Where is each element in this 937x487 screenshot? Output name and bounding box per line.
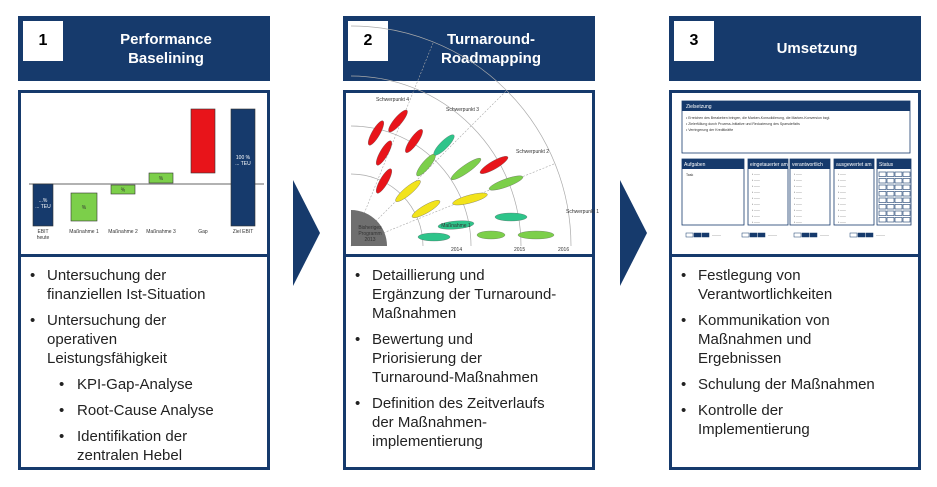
- row-dot: • ——: [752, 208, 760, 212]
- status-cell: [879, 198, 886, 203]
- bullet-item: • Root-Cause Analyse: [21, 401, 263, 420]
- legend-text: ———: [768, 233, 777, 237]
- phase-number: 3: [674, 21, 714, 61]
- bar-value-label: ...% ... TEU: [35, 198, 51, 210]
- year-label: 2016: [558, 247, 570, 253]
- status-cell: [903, 218, 910, 223]
- row-dot: • ——: [838, 220, 846, 224]
- umsetzung-thumbnail: [669, 90, 921, 257]
- bullet-item: • Untersuchung der finanziellen Ist-Situation: [21, 266, 263, 304]
- legend-swatch: [742, 233, 749, 237]
- row-dot: • ——: [752, 172, 760, 176]
- bullet-item: • Detaillierung und Ergänzung der Turnaround- Maßnahmen: [346, 266, 588, 323]
- row-dot: • ——: [794, 178, 802, 182]
- legend-swatch: [802, 233, 809, 237]
- measure-ellipse: [518, 231, 554, 239]
- bullet-item: • Kontrolle der Implementierung: [672, 401, 914, 439]
- objective-line: • Erreichen des Breakeben bringen, die Marken-Konsolidierung, die Marken-Konversion bzgl.: [686, 116, 831, 120]
- waterfall-chart: [21, 93, 267, 254]
- legend-swatch: [794, 233, 801, 237]
- status-cell: [887, 211, 894, 216]
- legend-swatch: [850, 233, 857, 237]
- task-entry: Task: [686, 173, 694, 177]
- status-cell: [887, 192, 894, 197]
- status-cell: [887, 185, 894, 190]
- row-dot: • ——: [794, 214, 802, 218]
- legend-swatch: [758, 233, 765, 237]
- legend-swatch: [694, 233, 701, 237]
- bar-value-label: 100 % ... TEU: [235, 155, 251, 167]
- status-cell: [887, 198, 894, 203]
- status-cell: [879, 179, 886, 184]
- measure-ellipse: [414, 152, 438, 179]
- row-dot: • ——: [838, 196, 846, 200]
- bullet-list: [346, 266, 588, 451]
- legend-swatch: [686, 233, 693, 237]
- bullet-list: [21, 266, 263, 465]
- row-dot: • ——: [838, 214, 846, 218]
- legend-text: ———: [820, 233, 829, 237]
- status-cell: [887, 218, 894, 223]
- objective-header: [682, 101, 910, 111]
- legend-text: ———: [876, 233, 885, 237]
- phase-2-bullets: [343, 254, 595, 470]
- legend-swatch: [866, 233, 873, 237]
- waterfall-thumbnail: [18, 90, 270, 257]
- column-label: verantwortlich: [792, 162, 823, 168]
- status-cell: [895, 185, 902, 190]
- status-cell: [903, 198, 910, 203]
- legend-swatch: [702, 233, 709, 237]
- corner-label: Bisheriges Programm 2013: [358, 225, 382, 243]
- schwerpunkt-label: Schwerpunkt 4: [376, 97, 410, 103]
- measure-label: Maßnahme 1: [441, 223, 471, 229]
- bar-gap: [191, 109, 215, 173]
- legend-swatch: [810, 233, 817, 237]
- bullet-item: • Identifikation der zentralen Hebel: [21, 427, 263, 465]
- bullet-list: [672, 266, 914, 439]
- phase-3-bullets: [669, 254, 921, 470]
- row-dot: • ——: [752, 178, 760, 182]
- measure-ellipse: [449, 155, 483, 182]
- row-dot: • ——: [794, 190, 802, 194]
- bar-value-label: %: [158, 176, 164, 182]
- row-dot: • ——: [838, 172, 846, 176]
- year-label: 2014: [451, 247, 463, 253]
- phase-title: Turnaround- Roadmapping: [441, 30, 541, 67]
- measure-ellipse: [478, 154, 510, 177]
- roadmap-chart: [346, 93, 600, 254]
- phase-3-header: [669, 16, 921, 81]
- column-label: Status: [879, 162, 894, 168]
- row-dot: • ——: [838, 190, 846, 194]
- row-dot: • ——: [752, 202, 760, 206]
- status-cell: [895, 211, 902, 216]
- status-cell: [895, 205, 902, 210]
- status-cell: [879, 185, 886, 190]
- row-dot: • ——: [794, 202, 802, 206]
- measure-ellipse: [386, 108, 410, 135]
- task-table-chart: [672, 93, 918, 254]
- schwerpunkt-label: Schwerpunkt 1: [566, 209, 600, 215]
- measure-ellipse: [431, 132, 456, 157]
- objective-line: • Verringerung der Kreditkräfte: [686, 128, 734, 132]
- year-label: 2015: [514, 247, 526, 253]
- bar-category-label: Maßnahme 2: [108, 229, 138, 235]
- row-dot: • ——: [752, 184, 760, 188]
- measure-ellipse: [366, 119, 387, 147]
- bullet-item: • Schulung der Maßnahmen: [672, 375, 914, 394]
- bullet-item: • Untersuchung der operativen Leistungsfähigkeit: [21, 311, 263, 368]
- bar-category-label: Maßnahme 1: [69, 229, 99, 235]
- bar-category-label: EBIT heute: [36, 229, 50, 241]
- measure-ellipse: [495, 213, 527, 221]
- legend-text: ———: [712, 233, 721, 237]
- bar-value-label: %: [81, 205, 87, 211]
- row-dot: • ——: [794, 208, 802, 212]
- status-cell: [879, 211, 886, 216]
- schwerpunkt-label: Schwerpunkt 2: [516, 149, 550, 155]
- column-label: eingetauerter am: [750, 162, 788, 168]
- status-cell: [879, 205, 886, 210]
- row-dot: • ——: [838, 184, 846, 188]
- row-dot: • ——: [794, 220, 802, 224]
- bullet-item: • KPI-Gap-Analyse: [21, 375, 263, 394]
- status-cell: [903, 179, 910, 184]
- measure-ellipse: [403, 127, 426, 155]
- measure-ellipse: [452, 190, 489, 207]
- status-cell: [879, 218, 886, 223]
- bullet-item: • Definition des Zeitverlaufs der Maßnahmen- implementierung: [346, 394, 588, 451]
- phase-1-header: [18, 16, 270, 81]
- row-dot: • ——: [752, 214, 760, 218]
- status-cell: [903, 211, 910, 216]
- row-dot: • ——: [752, 196, 760, 200]
- bullet-item: • Kommunikation von Maßnahmen und Ergebnissen: [672, 311, 914, 368]
- row-dot: • ——: [838, 208, 846, 212]
- legend-swatch: [750, 233, 757, 237]
- bullet-item: • Bewertung und Priorisierung der Turnaround-Maßnahmen: [346, 330, 588, 387]
- status-cell: [895, 198, 902, 203]
- legend-swatch: [858, 233, 865, 237]
- status-cell: [887, 172, 894, 177]
- roadmap-thumbnail: [343, 90, 600, 257]
- status-cell: [895, 218, 902, 223]
- bar-total: [231, 109, 255, 226]
- row-dot: • ——: [752, 190, 760, 194]
- column-label: Aufgaben: [684, 162, 706, 168]
- status-cell: [879, 172, 886, 177]
- objective-heading: Zielsetzung: [686, 104, 712, 110]
- status-cell: [887, 205, 894, 210]
- row-dot: • ——: [752, 220, 760, 224]
- status-cell: [895, 172, 902, 177]
- status-cell: [903, 185, 910, 190]
- arrow-right-icon: [293, 180, 321, 286]
- bar-category-label: Gap: [198, 229, 208, 235]
- measure-ellipse: [374, 167, 395, 195]
- status-cell: [887, 179, 894, 184]
- row-dot: • ——: [794, 184, 802, 188]
- measure-ellipse: [418, 233, 450, 241]
- bar-category-label: Maßnahme 3: [146, 229, 176, 235]
- schwerpunkt-label: Schwerpunkt 3: [446, 107, 480, 113]
- row-dot: • ——: [838, 178, 846, 182]
- column-label: ausgewertet am: [836, 162, 872, 168]
- measure-ellipse: [410, 198, 442, 221]
- measure-ellipse: [374, 139, 395, 167]
- row-dot: • ——: [794, 172, 802, 176]
- status-cell: [903, 192, 910, 197]
- status-cell: [903, 172, 910, 177]
- bar-value-label: %: [120, 187, 126, 194]
- status-cell: [895, 179, 902, 184]
- phase-title: Umsetzung: [776, 40, 858, 57]
- phase-title: Performance Baselining: [120, 30, 212, 67]
- arrow-right-icon: [620, 180, 648, 286]
- objective-line: • Zielerfüllung durch Prozess-Initiative und Reduzierung des Sparsdefizits: [686, 122, 800, 126]
- phase-2-header: [343, 16, 595, 81]
- status-cell: [879, 192, 886, 197]
- phase-number: 1: [23, 21, 63, 61]
- measure-ellipse: [477, 231, 505, 239]
- phase-1-bullets: [18, 254, 270, 470]
- status-cell: [903, 205, 910, 210]
- bar-category-label: Ziel EBIT: [232, 229, 254, 235]
- row-dot: • ——: [838, 202, 846, 206]
- bullet-item: • Festlegung von Verantwortlichkeiten: [672, 266, 914, 304]
- status-cell: [895, 192, 902, 197]
- row-dot: • ——: [794, 196, 802, 200]
- phase-number: 2: [348, 21, 388, 61]
